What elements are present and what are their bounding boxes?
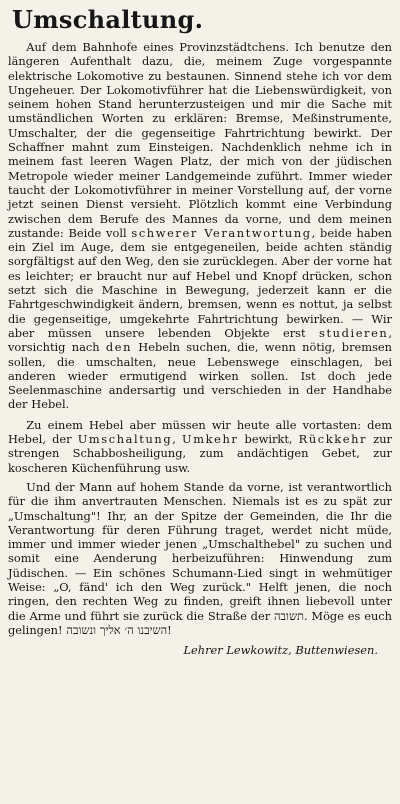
p1-spaced-studieren: studieren (319, 325, 389, 340)
p2-spaced-umschaltung: Umschaltung (77, 432, 173, 447)
paragraph-2 (8, 418, 392, 475)
p2-text-e: bewirkt, (238, 432, 299, 447)
article-title: Umschaltung. (12, 5, 204, 34)
p1-text-c: , beide haben ein Ziel im Auge, dem sie entgegeneilen, beide achten ständig sorgfältigst auf den Weg, den sie zurücklegen. Aber der vorne hat es leichter; er braucht nur auf Hebel und Knopf drücken, schon setzt sich die Maschine in Bewegung, jederzeit kann er die Fahrtgeschwindigkeit ändern, bremsen, wenn es nottut, ja selbst die gegenseitige, umgekehrte Fahrtrichtung bewirken. — Wir aber müssen unsere lebenden Objekte erst (8, 225, 392, 340)
p1-spaced-den: den (105, 340, 133, 355)
p1-spaced-emphasis: schwerer Verantwortung (131, 225, 312, 240)
p1-text-g: Hebeln suchen, die, wenn nötig, bremsen sollen, die umschalten, neue Lebenswege einschlagen, bei anderen wieder ermutigend wirken sollen. Ist doch jede Seelenmaschine andersartig und verschieden in der Handhabe der Hebel. (8, 340, 392, 412)
paragraph-1 (8, 40, 392, 412)
p1-text-e: , vorsichtig nach (8, 325, 392, 355)
p2-spaced-rueckkehr: Rückkehr (298, 432, 368, 447)
p2-spaced-umkehr: Umkehr (182, 432, 239, 447)
p2-text-g: zur strengen Schabbosheiligung, zum andächtigen Gebet, zur koscheren Küchenführung usw. (8, 432, 392, 475)
p2-text-c: , (172, 432, 182, 447)
p1-text-a: Auf dem Bahnhofe eines Provinzstädtchens. Ich benutze den längeren Aufenthalt dazu, die, meinem Zuge vorgespannte elektrische Lokomotive zu bestaunen. Sinnend stehe ich vor dem Ungeheuer. Der Lokomotivführer hat die Liebenswürdigkeit, von seinem hohen Stand herunterzusteigen und mir die Sache mit umständlichen Worten zu erklären: Bremse, Meßinstrumente, Umschalter, der die gegenseitige Fahrtrichtung bewirkt. Der Schaffner mahnt zum Einsteigen. Nachdenklich nehme ich in meinem fast leeren Wagen Platz, der mich von der jüdischen Metropole wieder meiner Landgemeinde zuführt. Immer wieder taucht der Lokomotivführer in meiner Vorstellung auf, der vorne jetzt seinen Dienst versieht. Plötzlich kommt eine Verbindung zwischen dem Berufe des Mannes da vorne, und dem meinen zustande: Beide voll (8, 40, 392, 240)
paragraph-3: Und der Mann auf hohem Stande da vorne, ist verantwortlich für die ihm anvertrauten Menschen. Niemals ist es zu spät zur „Umschaltung"! Ihr, an der Spitze der Gemeinden, die Ihr die Verantwortung für deren Führung traget, werdet nicht müde, immer und immer wieder jenen „Umschalthebel" zu suchen und somit eine Aenderung herbeizuführen: Hinwendung zum Jüdischen. — Ein schönes Schumann-Lied singt in wehmütiger Weise: „O, fänd' ich den Weg zurück." Helft jenen, die noch ringen, den rechten Weg zu finden, greift ihnen liebevoll unter die Arme und führt sie zurück die Straße der תשובה. Möge es euch gelingen! השיבנו ה׳ אליך ונשובה! (8, 479, 392, 637)
p2-text-a: Zu einem Hebel aber müssen wir heute alle vortasten: dem Hebel, der (8, 417, 392, 447)
author-signature: Lehrer Lewkowitz, Buttenwiesen. (183, 643, 378, 658)
